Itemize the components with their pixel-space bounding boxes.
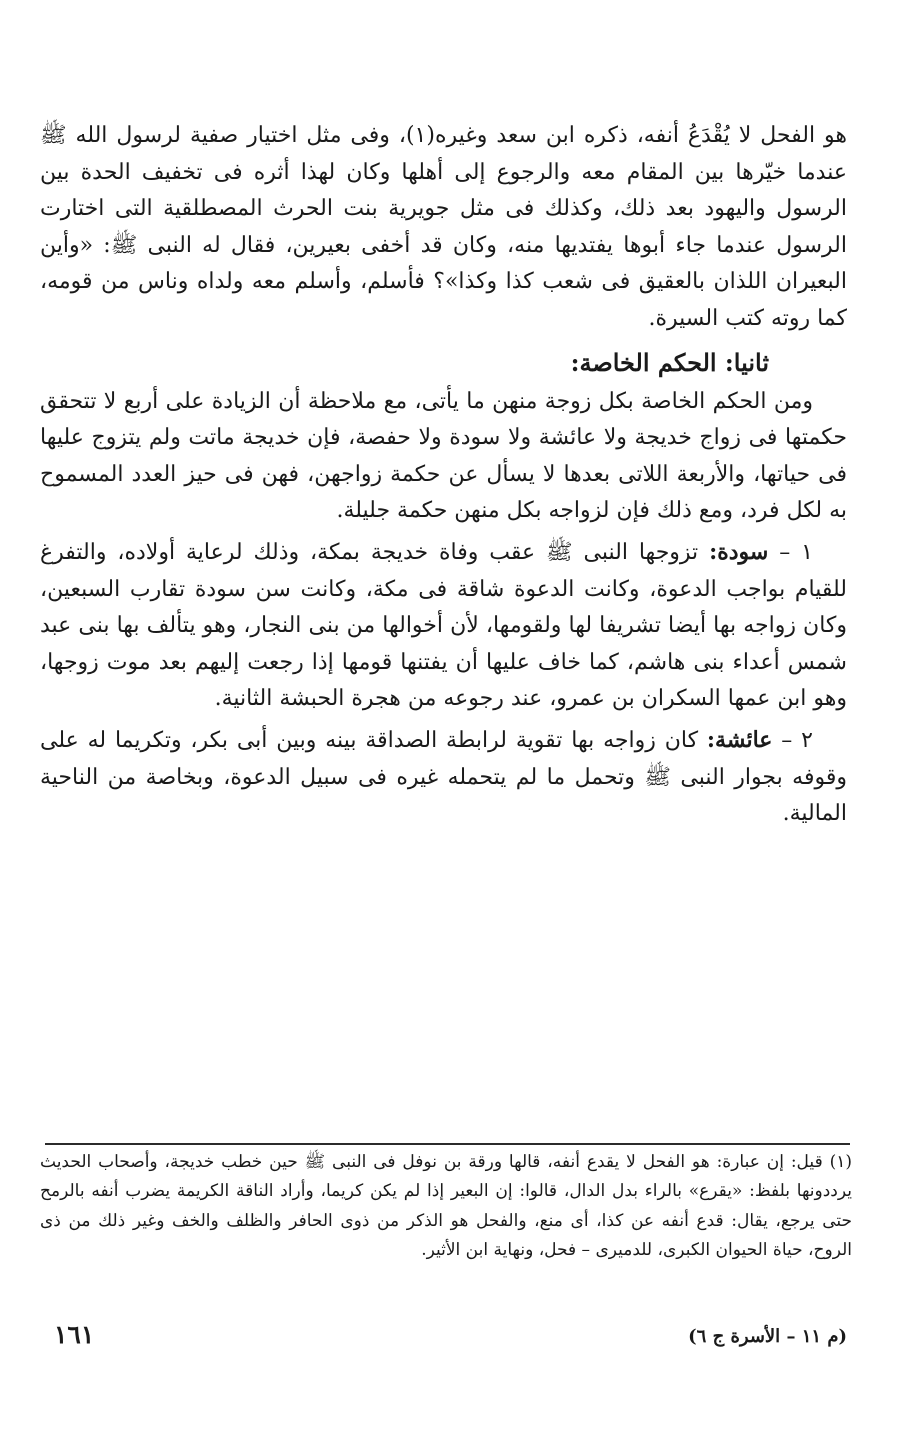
page-number: ١٦١ [54, 1320, 95, 1349]
item-aisha [40, 722, 847, 833]
item-text: كان زواجه بها تقوية لرابطة الصداقة بينه وبين أبى بكر، وتكريما له على وقوفه بجوار النبى ﷺ وتحمل ما لم يتحمله غيره فى سبيل الدعوة، وبخاصة من الناحية المالية. [40, 727, 847, 827]
opening-paragraph: هو الفحل لا يُقْدَعُ أنفه، ذكره ابن سعد وغيره(١)، وفى مثل اختيار صفية لرسول الله ﷺ عندما خيّرها بين المقام معه والرجوع إلى أهلها وكان لهذا أثره فى تخفيف الحدة بين الرسول واليهود بعد ذلك، وكذلك فى مثل جويرية بنت الحرث المصطلقية التى اختارت الرسول عندما جاء أبوها يفتديها منه، وكان قد أخفى بعيرين، فقال له النبى ﷺ: «وأين البعيران اللذان بالعقيق فى شعب كذا وكذا»؟ فأسلم، وأسلم معه ولداه وناس من قومه، كما روته كتب السيرة. [40, 123, 847, 331]
item-name: سودة: [709, 538, 769, 565]
item-name: عائشة: [706, 726, 773, 753]
main-text [40, 118, 847, 833]
footnote-separator [45, 1143, 850, 1145]
item-sawda [40, 534, 847, 718]
signature-mark: (م ١١ – الأسرة ج ٦) [688, 1326, 847, 1347]
intro-paragraph: ومن الحكم الخاصة بكل زوجة منهن ما يأتى، مع ملاحظة أن الزيادة على أربع لا تتحقق حكمتها فى زواج خديجة ولا عائشة ولا سودة ولا حفصة، فإن خديجة ماتت ولم يتزوج عليها فى حياتها، والأربعة اللاتى بعدها لا يسأل عن حكمة زواجهن، فهن فى حيز العدد المسموح به لكل فرد، ومع ذلك فإن لزواجه بكل منهن حكمة جليلة. [40, 388, 847, 524]
section-heading: ثانيا: الحكم الخاصة: [570, 347, 769, 377]
item-text: تزوجها النبى ﷺ عقب وفاة خديجة بمكة، وذلك لرعاية أولاده، والتفرغ للقيام بواجب الدعوة، وكانت الدعوة شاقة فى مكة، وكانت سن سودة تقارب السبعين، وكان زواجه بها أيضا تشريفا لها ولقومها، لأن أخوالها من بنى النجار، وهو يتألف بها بنى عبد شمس أعداء بنى هاشم، كما خاف عليها أن يفتنها قومها إذا رجعت إليهم بعد موت زوجها، وهو ابن عمها السكران بن عمرو، عند رجوعه من هجرة الحبشة الثانية. [40, 539, 847, 712]
footnote: (١) قيل: إن عبارة: هو الفحل لا يقدع أنفه، قالها ورقة بن نوفل فى النبى ﷺ حين خطب خديجة، وأصحاب الحديث يرددونها بلفظ: «يقرع» بالراء بدل الدال، قالوا: إن البعير إذا لم يكن كريما، وأراد الناقة الكريمة يضرب أنفه بالرمح حتى يرجع، يقال: قدع أنفه عن كذا، أى منع، والفحل هو الذكر من ذوى الحافر والظلف والخف وغير ذلك من ذى الروح، حياة الحيوان الكبرى، للدميرى – فحل، ونهاية ابن الأثير. [40, 1152, 852, 1261]
item-number: ١ – [779, 539, 813, 565]
item-number: ٢ – [781, 727, 813, 753]
